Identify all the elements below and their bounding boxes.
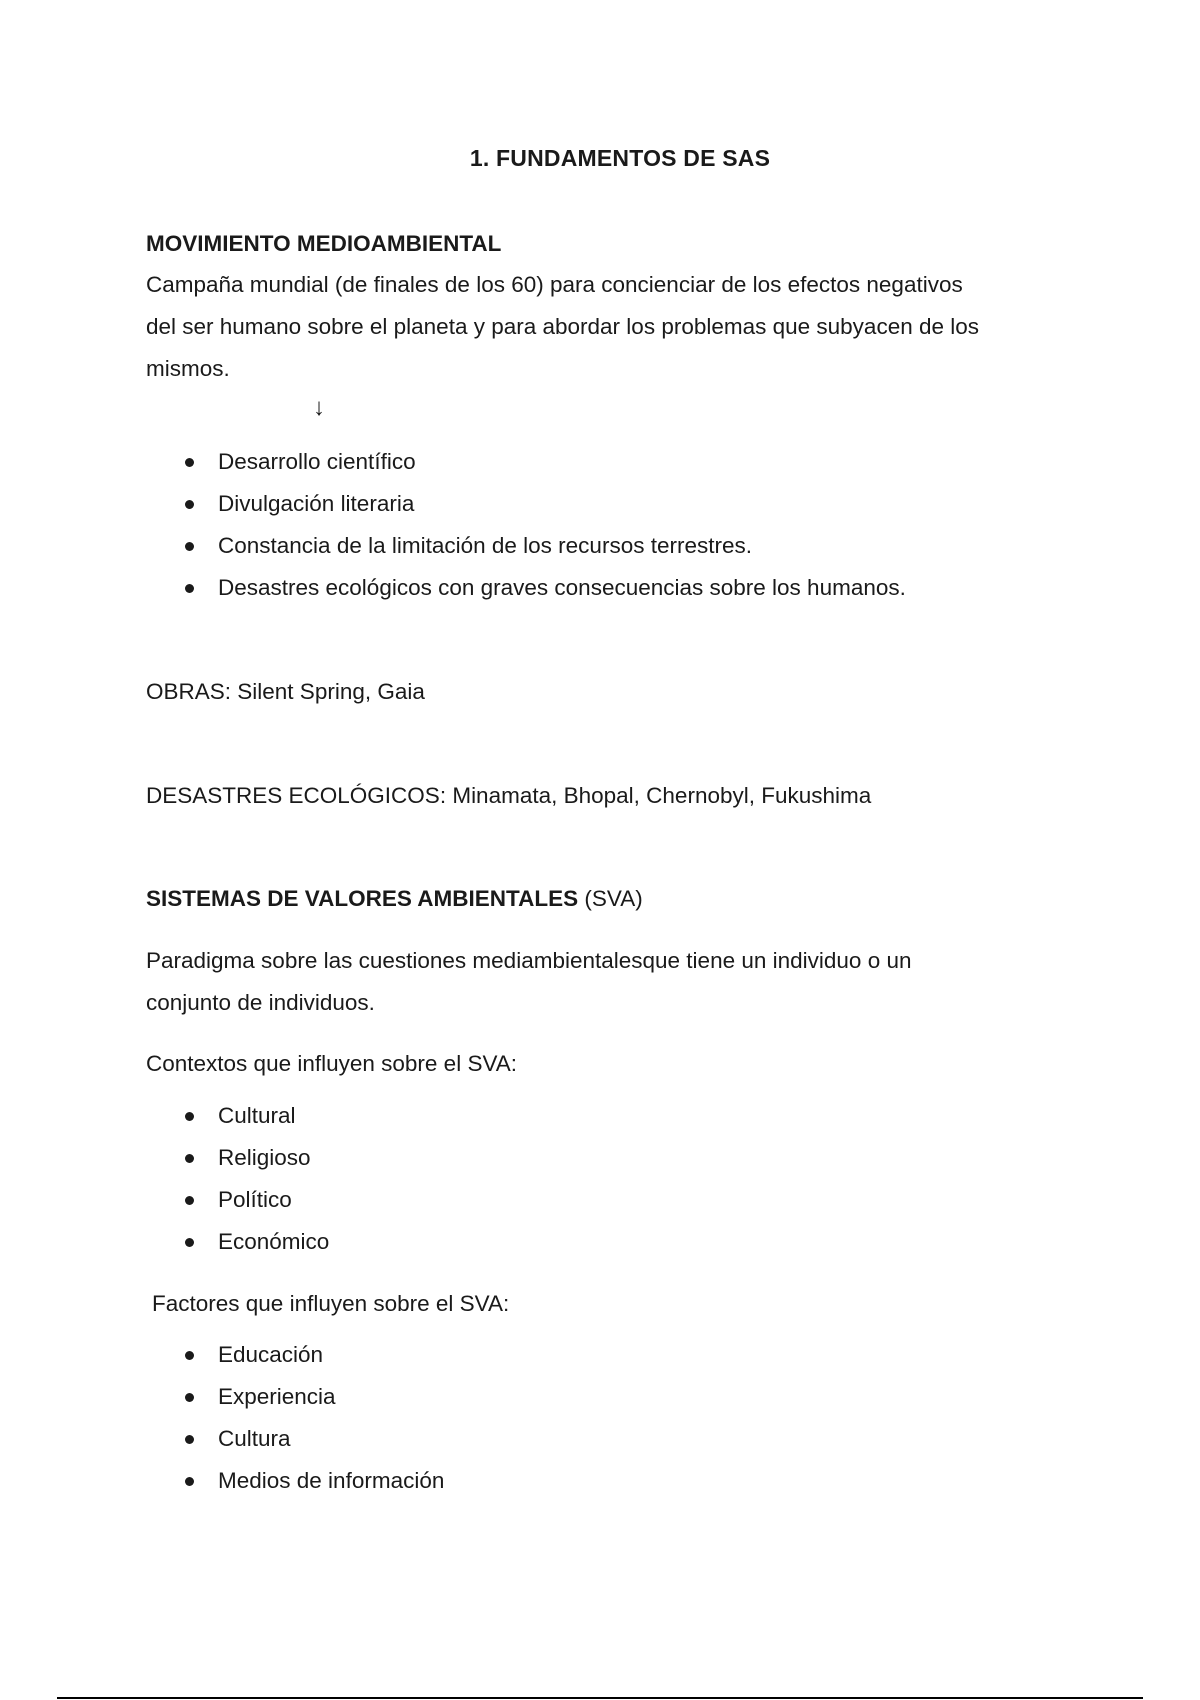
- page-bottom-rule: [57, 1697, 1143, 1699]
- obras-line: OBRAS: Silent Spring, Gaia: [146, 679, 425, 704]
- paragraph-line: mismos.: [146, 356, 230, 381]
- list-item: Económico: [0, 1221, 329, 1263]
- list-item: Desastres ecológicos con graves consecuencias sobre los humanos.: [0, 567, 906, 609]
- paragraph-line: del ser humano sobre el planeta y para abordar los problemas que subyacen de los: [146, 314, 980, 339]
- section-heading-movimiento: MOVIMIENTO MEDIOAMBIENTAL: [146, 231, 502, 256]
- bullet-icon: [185, 1351, 194, 1360]
- paragraph-sva-definition: [146, 940, 1066, 1024]
- list-item: Experiencia: [0, 1376, 444, 1418]
- contextos-list: [0, 1095, 329, 1263]
- bullet-icon: [185, 584, 194, 593]
- factores-list: [0, 1334, 444, 1502]
- list-item: Divulgación literaria: [0, 483, 906, 525]
- bullet-icon: [185, 1477, 194, 1486]
- list-item: Constancia de la limitación de los recursos terrestres.: [0, 525, 906, 567]
- list-item: Educación: [0, 1334, 444, 1376]
- list-item: Cultura: [0, 1418, 444, 1460]
- list-item: Político: [0, 1179, 329, 1221]
- contextos-label: Contextos que influyen sobre el SVA:: [146, 1051, 518, 1076]
- list-item: Medios de información: [0, 1460, 444, 1502]
- bullet-icon: [185, 1238, 194, 1247]
- factores-label: Factores que influyen sobre el SVA:: [152, 1291, 510, 1316]
- list-item: Cultural: [0, 1095, 329, 1137]
- list-item: Desarrollo científico: [0, 441, 906, 483]
- list-item: Religioso: [0, 1137, 329, 1179]
- bullet-icon: [185, 500, 194, 509]
- document-title: 1. FUNDAMENTOS DE SAS: [469, 145, 771, 171]
- bullet-icon: [185, 1154, 194, 1163]
- bullet-icon: [185, 542, 194, 551]
- paragraph-line: Paradigma sobre las cuestiones mediambientalesque tiene un individuo o un: [146, 948, 912, 973]
- movimiento-causes-list: [0, 441, 906, 609]
- down-arrow-icon: ↓: [313, 394, 325, 421]
- bullet-icon: [185, 458, 194, 467]
- bullet-icon: [185, 1196, 194, 1205]
- paragraph-line: conjunto de individuos.: [146, 990, 375, 1015]
- desastres-line: DESASTRES ECOLÓGICOS: Minamata, Bhopal, Chernobyl, Fukushima: [146, 783, 872, 808]
- bullet-icon: [185, 1393, 194, 1402]
- bullet-icon: [185, 1112, 194, 1121]
- paragraph-line: Campaña mundial (de finales de los 60) para concienciar de los efectos negativos: [146, 272, 963, 297]
- bullet-icon: [185, 1435, 194, 1444]
- paragraph-movimiento: [146, 264, 1066, 390]
- section-heading-sva: SISTEMAS DE VALORES AMBIENTALES (SVA): [146, 886, 643, 911]
